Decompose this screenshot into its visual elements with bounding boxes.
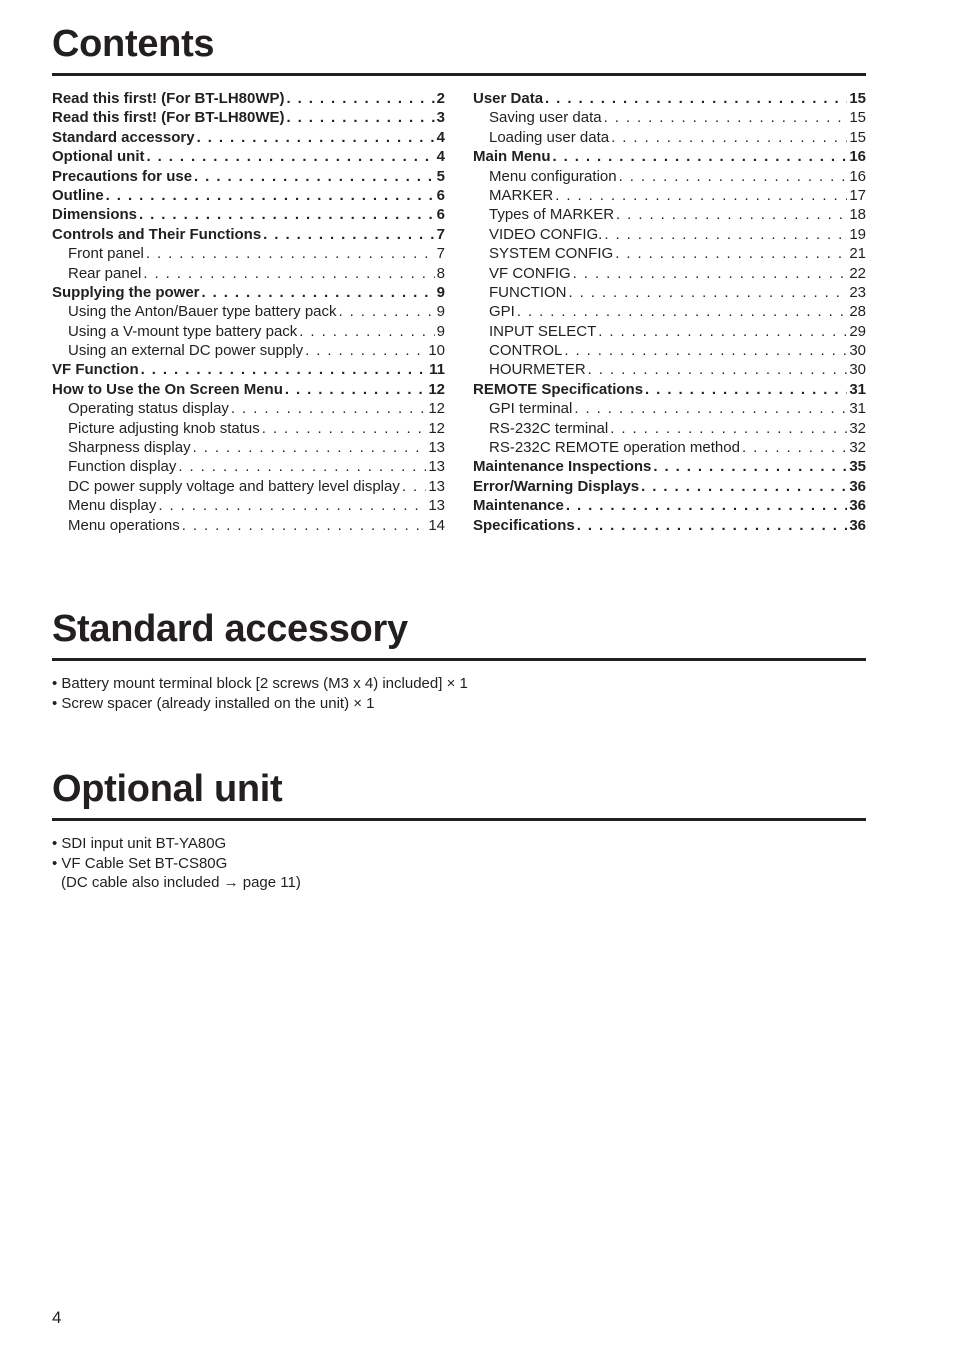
- dot-leader: [566, 496, 847, 515]
- toc-entry-title: Precautions for use: [52, 167, 193, 185]
- toc-entry-title: User Data: [473, 90, 544, 107]
- standard-accessory-heading: Standard accessory: [52, 608, 408, 650]
- contents-rule: [52, 73, 866, 76]
- optional-item: • SDI input unit BT-YA80G: [52, 835, 227, 852]
- toc-subentry[interactable]: [473, 360, 866, 379]
- toc-entry-title: Read this first! (For BT-LH80WP): [52, 90, 285, 107]
- toc-subentry[interactable]: [473, 167, 866, 186]
- toc-entry-title: MARKER: [489, 186, 554, 204]
- toc-entry-page: 31: [849, 380, 866, 398]
- toc-entry-page: 6: [436, 206, 445, 224]
- toc-subentry[interactable]: [473, 205, 866, 224]
- dot-leader: [305, 341, 426, 360]
- toc-entry-title: Using a V-mount type battery pack: [68, 322, 298, 340]
- standard-accessory-list: [52, 674, 866, 713]
- toc-entry-page: 3: [436, 109, 445, 127]
- toc-entry-title: Loading user data: [489, 128, 610, 146]
- toc-entry[interactable]: [52, 283, 445, 302]
- dot-leader: [545, 89, 847, 108]
- dot-leader: [339, 302, 435, 321]
- toc-entry[interactable]: [473, 147, 866, 166]
- toc-entry-title: Menu configuration: [489, 167, 617, 185]
- toc-entry[interactable]: [52, 225, 445, 244]
- toc-entry-page: 11: [429, 361, 445, 379]
- toc-subentry[interactable]: [52, 341, 445, 360]
- toc-subentry[interactable]: [52, 302, 445, 321]
- dot-leader: [106, 186, 435, 205]
- toc-entry-page: 30: [849, 361, 866, 379]
- dot-leader: [202, 283, 435, 302]
- toc-right-column: [473, 89, 866, 535]
- toc-entry-title: GPI: [489, 303, 515, 321]
- toc-entry-title: Function display: [68, 458, 177, 476]
- toc-entry-page: 2: [436, 90, 445, 107]
- toc-entry-title: DC power supply voltage and battery level display: [68, 477, 400, 495]
- toc-subentry[interactable]: [473, 186, 866, 205]
- toc-entry-title: VIDEO CONFIG.: [489, 225, 603, 243]
- toc-entry[interactable]: [52, 89, 445, 108]
- dot-leader: [402, 477, 426, 496]
- dot-leader: [197, 128, 435, 147]
- toc-subentry[interactable]: [473, 341, 866, 360]
- toc-entry-page: 17: [849, 186, 866, 204]
- dot-leader: [139, 205, 435, 224]
- toc-subentry[interactable]: [473, 399, 866, 418]
- toc-entry[interactable]: [473, 477, 866, 496]
- dot-leader: [641, 477, 847, 496]
- toc-entry-title: Controls and Their Functions: [52, 225, 262, 243]
- toc-subentry[interactable]: [473, 128, 866, 147]
- dot-leader: [285, 380, 426, 399]
- toc-subentry[interactable]: [52, 264, 445, 283]
- toc-subentry[interactable]: [52, 419, 445, 438]
- toc-entry-page: 13: [428, 458, 445, 476]
- toc-entry-page: 30: [849, 342, 866, 360]
- optional-item-note: (DC cable also included → page 11): [61, 874, 301, 892]
- toc-subentry[interactable]: [473, 419, 866, 438]
- toc-entry-page: 9: [436, 283, 445, 301]
- toc-entry-page: 23: [849, 283, 866, 301]
- dot-leader: [262, 419, 427, 438]
- toc-entry-page: 36: [849, 497, 866, 515]
- toc-subentry[interactable]: [473, 108, 866, 127]
- toc-entry-title: Optional unit: [52, 148, 145, 166]
- toc-subentry[interactable]: [52, 399, 445, 418]
- toc-entry[interactable]: [52, 205, 445, 224]
- dot-leader: [299, 322, 434, 341]
- toc-subentry[interactable]: [52, 322, 445, 341]
- dot-leader: [653, 457, 847, 476]
- toc-left-column: [52, 89, 445, 535]
- toc-entry-page: 4: [436, 148, 445, 166]
- toc-subentry[interactable]: [473, 302, 866, 321]
- toc-entry-title: Outline: [52, 186, 104, 204]
- toc-subentry[interactable]: [473, 225, 866, 244]
- toc-entry-page: 13: [428, 477, 445, 495]
- toc-entry-page: 21: [849, 245, 866, 263]
- toc-entry-title: INPUT SELECT: [489, 322, 597, 340]
- dot-leader: [616, 205, 847, 224]
- toc-subentry[interactable]: [52, 457, 445, 476]
- dot-leader: [193, 438, 427, 457]
- toc-entry-page: 9: [436, 303, 445, 321]
- dot-leader: [569, 283, 848, 302]
- toc-entry[interactable]: [52, 108, 445, 127]
- dot-leader: [604, 108, 848, 127]
- toc-subentry[interactable]: [473, 283, 866, 302]
- toc-entry-page: 5: [436, 167, 445, 185]
- toc-entry-title: Picture adjusting knob status: [68, 419, 260, 437]
- toc-entry-title: Operating status display: [68, 400, 229, 418]
- toc-entry-title: Using an external DC power supply: [68, 342, 304, 360]
- optional-unit-list: [52, 834, 866, 893]
- toc-entry[interactable]: [52, 360, 445, 379]
- dot-leader: [141, 360, 427, 379]
- toc-entry-title: SYSTEM CONFIG: [489, 245, 614, 263]
- toc-entry-title: VF Function: [52, 361, 139, 379]
- toc-entry-title: Main Menu: [473, 148, 551, 166]
- toc-subentry[interactable]: [473, 244, 866, 263]
- dot-leader: [143, 264, 434, 283]
- toc-entry-page: 15: [849, 109, 866, 127]
- toc-entry-title: How to Use the On Screen Menu: [52, 380, 283, 398]
- toc-entry-title: Types of MARKER: [489, 206, 615, 224]
- toc-entry-title: Menu display: [68, 497, 157, 515]
- toc-entry[interactable]: [52, 380, 445, 399]
- toc-subentry[interactable]: [473, 322, 866, 341]
- dot-leader: [517, 302, 847, 321]
- toc-entry[interactable]: [473, 89, 866, 108]
- dot-leader: [645, 380, 847, 399]
- toc-entry-page: 28: [849, 303, 866, 321]
- toc-entry-title: Specifications: [473, 516, 575, 534]
- toc-entry-page: 8: [436, 264, 445, 282]
- toc-subentry[interactable]: [52, 496, 445, 515]
- dot-leader: [146, 244, 435, 263]
- dot-leader: [231, 399, 426, 418]
- toc-entry-title: GPI terminal: [489, 400, 573, 418]
- toc-entry-title: RS-232C terminal: [489, 419, 609, 437]
- dot-leader: [573, 264, 848, 283]
- accessory-item: • Battery mount terminal block [2 screws (M3 x 4) included] × 1: [52, 675, 468, 692]
- toc-entry-page: 15: [849, 90, 866, 107]
- toc-entry-page: 32: [849, 419, 866, 437]
- toc-entry-title: RS-232C REMOTE operation method: [489, 439, 740, 457]
- dot-leader: [287, 108, 435, 127]
- toc-entry-title: Maintenance Inspections: [473, 458, 652, 476]
- dot-leader: [263, 225, 434, 244]
- toc-entry[interactable]: [473, 380, 866, 399]
- dot-leader: [598, 322, 847, 341]
- toc-entry-title: Rear panel: [68, 264, 142, 282]
- dot-leader: [146, 147, 434, 166]
- toc-subentry[interactable]: [473, 438, 866, 457]
- dot-leader: [182, 516, 427, 535]
- toc-entry-page: 16: [849, 167, 866, 185]
- dot-leader: [553, 147, 848, 166]
- toc-entry-page: 35: [849, 458, 866, 476]
- toc-entry-page: 18: [849, 206, 866, 224]
- toc-entry-page: 36: [849, 516, 866, 534]
- toc-entry-title: Sharpness display: [68, 439, 191, 457]
- toc-entry-title: Maintenance: [473, 497, 564, 515]
- toc-entry[interactable]: [52, 186, 445, 205]
- toc-entry-title: Front panel: [68, 245, 144, 263]
- toc-entry-title: HOURMETER: [489, 361, 586, 379]
- toc-subentry[interactable]: [473, 264, 866, 283]
- toc-entry[interactable]: [52, 167, 445, 186]
- dot-leader: [742, 438, 847, 457]
- toc-entry-page: 29: [849, 322, 866, 340]
- toc-entry-page: 7: [436, 245, 445, 263]
- dot-leader: [611, 128, 847, 147]
- toc-entry-page: 12: [428, 419, 445, 437]
- toc-entry-page: 6: [436, 186, 445, 204]
- toc-subentry[interactable]: [52, 516, 445, 535]
- toc-entry[interactable]: [52, 147, 445, 166]
- dot-leader: [287, 89, 435, 108]
- toc-subentry[interactable]: [52, 244, 445, 263]
- toc-subentry[interactable]: [52, 477, 445, 496]
- page-number: 4: [52, 1308, 62, 1327]
- toc-entry-title: VF CONFIG: [489, 264, 571, 282]
- toc-entry-page: 13: [428, 439, 445, 457]
- dot-leader: [158, 496, 426, 515]
- accessory-item: • Screw spacer (already installed on the unit) × 1: [52, 694, 375, 712]
- toc-entry-title: Saving user data: [489, 109, 602, 127]
- toc-entry-title: Supplying the power: [52, 283, 200, 301]
- toc-entry-title: REMOTE Specifications: [473, 380, 644, 398]
- dot-leader: [564, 341, 847, 360]
- optional-unit-rule: [52, 818, 866, 821]
- dot-leader: [555, 186, 847, 205]
- contents-heading: Contents: [52, 23, 215, 65]
- toc-subentry[interactable]: [52, 438, 445, 457]
- toc-entry-page: 9: [436, 322, 445, 340]
- toc-entry-title: Error/Warning Displays: [473, 477, 640, 495]
- toc-entry-title: Dimensions: [52, 206, 138, 224]
- toc-entry-title: Using the Anton/Bauer type battery pack: [68, 303, 337, 321]
- dot-leader: [577, 516, 848, 535]
- toc-entry-page: 10: [428, 342, 445, 360]
- dot-leader: [604, 225, 847, 244]
- dot-leader: [619, 167, 848, 186]
- toc-entry-page: 12: [428, 400, 445, 418]
- toc-entry-page: 15: [849, 128, 866, 146]
- toc-entry-page: 32: [849, 439, 866, 457]
- standard-accessory-rule: [52, 658, 866, 661]
- toc-entry-page: 4: [436, 128, 445, 146]
- dot-leader: [588, 360, 848, 379]
- dot-leader: [615, 244, 847, 263]
- toc-entry-page: 7: [436, 225, 445, 243]
- toc-entry-title: FUNCTION: [489, 283, 567, 301]
- dot-leader: [610, 419, 847, 438]
- dot-leader: [194, 167, 435, 186]
- dot-leader: [178, 457, 426, 476]
- toc-entry-page: 19: [849, 225, 866, 243]
- toc-entry-title: Read this first! (For BT-LH80WE): [52, 109, 285, 127]
- optional-unit-heading: Optional unit: [52, 768, 283, 810]
- toc-entry-page: 31: [849, 400, 866, 418]
- toc-entry-page: 36: [849, 477, 866, 495]
- dot-leader: [574, 399, 847, 418]
- toc-entry-page: 22: [849, 264, 866, 282]
- toc-entry-page: 16: [849, 148, 866, 166]
- toc-entry-page: 13: [428, 497, 445, 515]
- toc-entry-title: CONTROL: [489, 342, 563, 360]
- toc-entry[interactable]: [473, 496, 866, 515]
- toc-entry-page: 14: [428, 516, 445, 534]
- toc-entry[interactable]: [473, 516, 866, 535]
- toc-entry[interactable]: [473, 457, 866, 476]
- toc-entry-page: 12: [428, 380, 445, 398]
- toc-entry-title: Standard accessory: [52, 128, 195, 146]
- toc-entry[interactable]: [52, 128, 445, 147]
- optional-item: • VF Cable Set BT-CS80G: [52, 854, 228, 872]
- toc-entry-title: Menu operations: [68, 516, 180, 534]
